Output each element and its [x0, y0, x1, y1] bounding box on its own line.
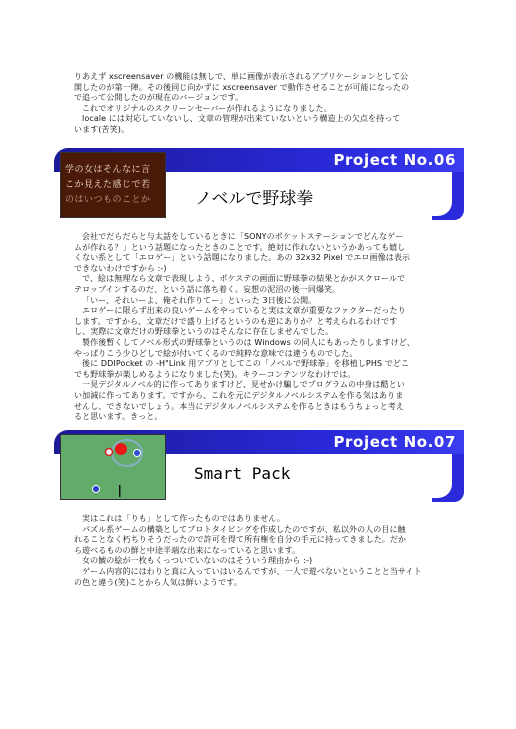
project-06-header — [54, 148, 464, 220]
project-06-name: ノベルで野球拳 — [195, 189, 314, 209]
body-line: ると思います。きっと。 — [74, 412, 163, 422]
body-line: 一見デジタルノベル的に作ってありますけど、見せかけ騙しでプログラムの中身は酷とい — [82, 380, 405, 390]
blue-piece-icon — [134, 450, 141, 457]
body-line: します。ですから、文章だけで盛り上げるというのも逆にありか？と考えられるわけです — [74, 316, 398, 326]
intro-paragraph — [74, 72, 446, 136]
body-line: 実はこれは「りも」として作ったものではありません。 — [82, 514, 285, 523]
body-line: で、絵は無理なら文章で表現しよう、ポケステの画面に野球拳の結果とかがスクロールで — [82, 274, 406, 284]
novel-screenshot-thumbnail — [60, 152, 166, 218]
body-line: パズル系ゲームの構築としてプロトタイピングを作成したのですが、私以外の人の目に触 — [82, 524, 406, 534]
project-07-banner-title: Project No.07 — [333, 433, 456, 451]
intro-line: で追って公開したのが現在のバージョンです。 — [74, 93, 244, 103]
body-line: エロゲーに限らず出来の良いゲームをやっていると実は文章が重要なファクターだったり — [82, 306, 406, 316]
project-07-name: Smart Pack — [194, 464, 291, 483]
smart-pack-screenshot-thumbnail — [60, 434, 166, 500]
body-line: 女の鯱の絵が一枚もくっついていないのはそういう理由から :-) — [82, 556, 313, 566]
body-line: せんし、できないでしょう。本当にデジタルノベルシステムを作るときはもうちょっと考え — [74, 401, 404, 411]
smart-pack-game-field — [61, 435, 165, 499]
project-06-body — [74, 232, 446, 423]
banner-tail-decoration — [432, 172, 464, 220]
thumbnail-text-line: 学の女はそんなに言 — [65, 165, 151, 175]
blue-piece-icon — [93, 486, 100, 493]
intro-line: りあえず xscreensaver の機能は無しで、単に画像が表示されるアプリケーションとして公 — [74, 72, 409, 81]
red-piece-icon — [115, 443, 127, 455]
body-line: れることなく朽ちりそうだったので許可を得て所有権を自分の手元に持ってきました。だか — [74, 535, 407, 545]
body-line: 製作後暫くしてノベル形式の野球拳というのは Windows の同人にもあったりしますけど、 — [82, 337, 415, 347]
intro-line: います(苦笑)。 — [74, 124, 130, 134]
body-line: 後に DDIPocket の -H"Link 用アプリとしてこの「ノベルで野球拳」を移植しPHS でどこ — [82, 359, 410, 369]
intro-line: locale には対応していないし、文章の管理が出来ていないという構造上の欠点を持って — [82, 114, 401, 124]
project-07-header — [54, 430, 464, 502]
body-line: できないわけですから :-) — [74, 263, 167, 273]
body-line: ら遊べるものの鮮と中途半端な出来になっていると思います。 — [74, 545, 301, 555]
body-line: の色と違う(笑)ことから人気は鮮いようです。 — [74, 577, 242, 587]
body-line: い加減に作ってあります。ですから、これを元にデジタルノベルシステムを作る気はありま — [74, 390, 404, 400]
project-07-body — [74, 514, 446, 588]
body-line: でも野球拳が楽しめるようになりました(笑)。キラーコンテンツなわけでは。 — [74, 369, 356, 379]
intro-line: これでオリジナルのスクリーンセーバーが作れるようになりました。 — [82, 103, 332, 113]
body-line: し、実際に文章だけの野球拳というのはそんなに存在しませんでした。 — [74, 327, 334, 337]
body-line: テロップインするのだ、という話に落ち着く。妄想の泥沼の後一同爆笑。 — [74, 284, 341, 294]
project-06-banner-title: Project No.06 — [333, 151, 456, 169]
intro-line: 開したのが第一陣。その後同じ向かずに xscreensaver で動作させることが可能になったの — [74, 82, 410, 92]
body-line: 会社でだらだらと与太話をしているときに「SONYのポケットステーションでどんなゲー — [82, 232, 404, 241]
game-piece-icon — [106, 449, 113, 456]
banner-tail-decoration — [432, 454, 464, 502]
body-line: 「いー、それいーよ、俺それ作りてー」といった 3日後に公開。 — [82, 295, 317, 305]
thumbnail-text-line: こか見えた感じで若 — [65, 180, 151, 190]
thumbnail-text-line: のはいつものことか — [65, 195, 151, 205]
body-line: やっぱりこう少ひどしで絵が付いてくるので純粋な意味では違うものでした。 — [74, 348, 358, 358]
body-line: ゲーム内容的にはわりと真に入っていはいるんですが、一人で遊べないということと当サイト — [82, 566, 422, 576]
body-line: ムが作れる？」という話題になったときのことです。絶対に作れないというかあっても嬉し — [74, 242, 406, 252]
body-line: くない系として「エロゲー」という話題になりました。あの 32x32 Pixel でエロ画像は表示 — [74, 253, 411, 263]
